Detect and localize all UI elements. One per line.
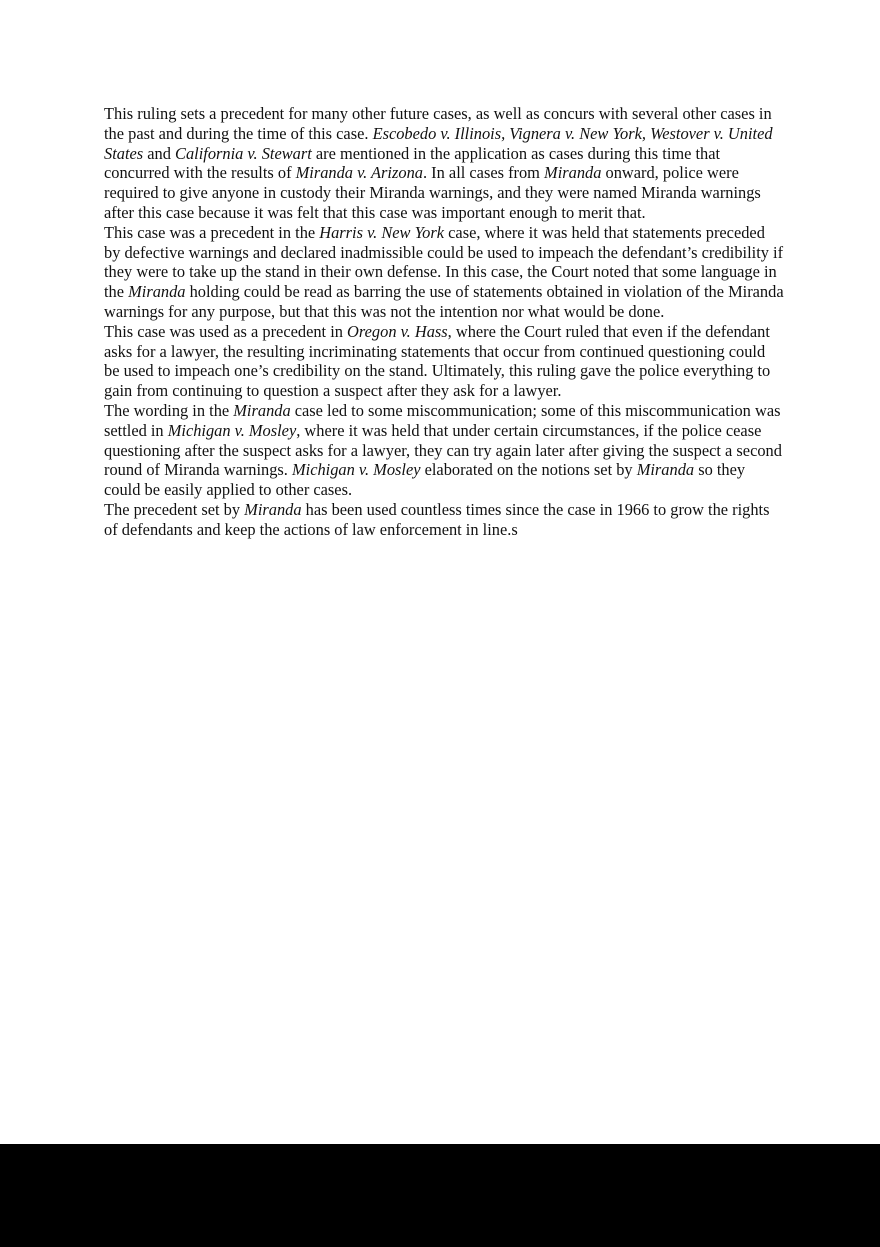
case-citation: Escobedo v. Illinois, Vignera v. New York, Westover v. United States <box>104 123 773 163</box>
text-segment: onward, police were required to give anyone in custody their Miranda warnings, and they were named Miranda warnings after this case because it was felt that this case was important enough to merit that. <box>104 163 761 222</box>
text-segment: are mentioned in the application as cases during this time that concurred with the results of <box>104 143 721 183</box>
paragraph-precedent-overview <box>104 104 784 223</box>
case-citation: Miranda <box>244 499 302 519</box>
case-citation: Michigan v. Mosley <box>167 420 297 440</box>
text-segment: This case was used as a precedent in <box>104 321 348 341</box>
text-segment: The precedent set by <box>104 499 245 519</box>
text-segment: This ruling sets a precedent for many other future cases, as well as concurs with several other cases in the past and during the time of this case. <box>104 104 772 143</box>
case-citation: Miranda <box>636 460 695 480</box>
paragraph-conclusion <box>104 500 784 540</box>
text-segment: This case was a precedent in the <box>104 222 320 242</box>
text-segment: so they could be easily applied to other cases. <box>104 460 746 500</box>
case-citation: California v. Stewart <box>175 143 312 163</box>
case-citation: Miranda v. Arizona <box>295 163 423 183</box>
text-segment: . In all cases from <box>422 163 545 183</box>
case-citation: Miranda <box>233 400 291 420</box>
text-segment: elaborated on the notions set by <box>420 460 637 480</box>
text-segment: case, where it was held that statements preceded by defective warnings and declared inadmissible could be used to impeach the defendant’s credibility if they were to take up the stand in their own defense. In this case, the Court noted that some language in the <box>104 222 784 302</box>
paragraph-michigan-v-mosley <box>104 401 784 500</box>
text-segment: has been used countless times since the case in 1966 to grow the rights of defendants and keep the actions of law enforcement in line.s <box>104 499 770 539</box>
case-citation: Michigan v. Mosley <box>292 460 421 480</box>
case-citation: Miranda <box>544 163 602 183</box>
document-body <box>104 104 784 540</box>
case-citation: Miranda <box>128 282 186 302</box>
paragraph-harris-v-new-york <box>104 223 784 322</box>
case-citation: Oregon v. Hass <box>347 321 448 341</box>
text-segment: , where the Court ruled that even if the defendant asks for a lawyer, the resulting incriminating statements that occur from continued questioning could be used to impeach one’s credibility on the stand. Ultimately, this ruling gave the police everything to gain from continuing to question a suspect after they ask for a lawyer. <box>104 321 771 401</box>
text-segment: holding could be read as barring the use of statements obtained in violation of the Miranda warnings for any purpose, but that this was not the intention nor what would be done. <box>104 282 784 321</box>
bottom-black-bar <box>0 1144 880 1247</box>
text-segment: case led to some miscommunication; some of this miscommunication was settled in <box>104 400 781 440</box>
paragraph-oregon-v-hass <box>104 322 784 401</box>
text-segment: The wording in the <box>104 400 234 420</box>
text-segment: and <box>143 143 176 163</box>
case-citation: Harris v. New York <box>319 222 445 242</box>
text-segment: , where it was held that under certain circumstances, if the police cease questioning after the suspect asks for a lawyer, they can try again later after giving the suspect a second round of Miranda warnings. <box>104 420 782 480</box>
